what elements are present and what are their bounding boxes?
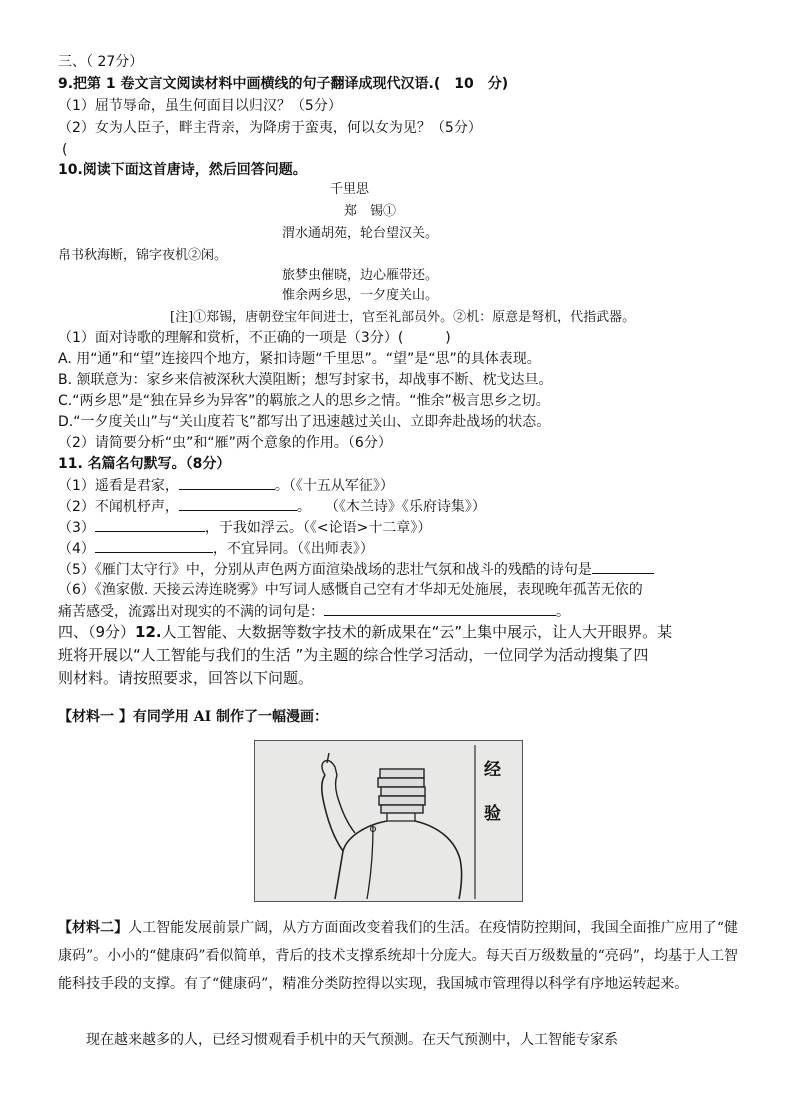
material-two-paragraph-1 — [58, 914, 738, 998]
recite-item-4 — [58, 538, 374, 559]
option-d: D.“一夕度关山”与“关山度若飞”都写出了迅速越过关山、立即奔赴战场的状态。 — [58, 414, 551, 430]
section-four-line-3: 则材料。请按照要求，回答以下问题。 — [58, 669, 314, 687]
poem-author: 郑 锡① — [344, 204, 397, 219]
cartoon-char-jing: 经 — [484, 760, 501, 780]
recite-item-4-prefix: （4） — [58, 541, 95, 557]
recite-item-6-line-1: （6）《渔家傲. 天接云涛连晓雾》中写词人感慨自己空有才华却无处施展，表现晚年孤苦无依的 — [58, 582, 643, 598]
recite-item-1-suffix: 。（《十五从军征》） — [274, 478, 394, 494]
recite-item-2-suffix: 。 （《木兰诗》《乐府诗集》） — [296, 499, 486, 515]
answer-blank-4[interactable] — [95, 538, 213, 553]
question-10-sub-1: （1）面对诗歌的理解和赏析，不正确的一项是（3分）( ) — [58, 330, 451, 346]
question-9-stem: 9.把第 1 卷文言文阅读材料中画横线的句子翻译成现代汉语.( 10 分) — [58, 76, 509, 92]
question-12-intro: 人工智能、大数据等数字技术的新成果在“云”上集中展示，让人大开眼界。某 — [161, 623, 673, 641]
poem-line-3: 旅梦虫催晓，边心雁带还。 — [282, 268, 439, 283]
section-four-line-2: 班将开展以“人工智能与我们的生活 ”为主题的综合性学习活动，一位同学为活动搜集了四 — [58, 646, 649, 664]
recite-item-6-prefix: 痛苦感受，流露出对现实的不满的词句是： — [58, 604, 324, 620]
poem-line-2: 帛书秋海断，锦字夜机②闲。 — [58, 248, 228, 263]
section-four-line-1 — [58, 622, 672, 642]
material-two-paragraph-2: 现在越来越多的人，已经习惯观看手机中的天气预测。在天气预测中，人工智能专家系 — [86, 1032, 618, 1048]
cartoon-char-yan: 验 — [484, 804, 501, 824]
recite-item-3-prefix: （3） — [58, 520, 95, 536]
recite-item-6-line-2 — [58, 601, 570, 622]
cartoon-drawing — [255, 741, 523, 902]
material-two-text-1: 人工智能发展前景广阔，从方方面面改变着我们的生活。在疫情防控期间，我国全面推广应用了“健康码”。小小的“健康码”看似简单，背后的技术支撑系统却十分庞大。每天百万级数量的“亮码”，均基于人工智能科技手段的支撑。有了“健康码”，精准分类防控得以实现，我国城市管理得以科学有序地运转起来。 — [58, 920, 739, 992]
recite-item-2-prefix: （2）不闻机杼声， — [58, 499, 179, 515]
material-one-label: 【材料一 】 — [58, 709, 133, 725]
recite-item-3-suffix: ，于我如浮云。（《<论语>十二章》） — [204, 520, 432, 536]
answer-blank-3[interactable] — [95, 517, 205, 532]
answer-blank-2[interactable] — [179, 496, 297, 511]
poem-title: 千里思 — [330, 182, 370, 197]
recite-item-4-suffix: ，不宜异同。（《出师表》） — [212, 541, 374, 557]
option-a: A. 用“通”和“望”连接四个地方，紧扣诗题“千里思”。“望”是“思”的具体表现。 — [58, 351, 541, 367]
answer-blank-5[interactable] — [592, 559, 654, 574]
recite-item-6-suffix: 。 — [556, 604, 570, 620]
question-10-stem: 10.阅读下面这首唐诗，然后回答问题。 — [58, 162, 307, 178]
recite-item-1 — [58, 475, 394, 496]
question-11-stem: 11. 名篇名句默写。（8分） — [58, 456, 231, 472]
material-one-caption — [58, 707, 328, 727]
option-c: C.“两乡思”是“独在异乡为异客”的羁旅之人的思乡之情。“惟余”极言思乡之切。 — [58, 393, 550, 409]
recite-item-3 — [58, 517, 431, 538]
section-three-header: 三、（ 27分） — [58, 54, 144, 70]
answer-blank-1[interactable] — [179, 475, 275, 490]
question-9-sub-3: ( — [62, 142, 68, 158]
option-b: B. 颔联意为：家乡来信被深秋大漠阻断；想写封家书，却战事不断、枕戈达旦。 — [58, 372, 553, 388]
answer-blank-6[interactable] — [324, 601, 556, 616]
poem-note: [注]①郑锡，唐朝登宝年间进士，官至礼部员外。②机：原意是弩机，代指武器。 — [170, 310, 636, 325]
recite-item-5-text: （5）《雁门太守行》中，分别从声色两方面渲染战场的悲壮气氛和战斗的残酷的诗句是 — [58, 562, 592, 578]
ai-cartoon-image — [254, 740, 523, 902]
question-10-sub-2: （2）请简要分析“虫”和“雁”两个意象的作用。（6分） — [58, 435, 392, 451]
poem-line-4: 惟余两乡思，一夕度关山。 — [282, 288, 439, 303]
recite-item-5 — [58, 559, 654, 580]
section-four-header: 四、（9分） — [58, 623, 136, 641]
recite-item-2 — [58, 496, 486, 517]
question-9-sub-1: （1）屈节辱命，虽生何面目以归汉？（5分） — [58, 98, 342, 114]
material-two-label: 【材料二】 — [58, 920, 129, 936]
question-12-number: 12. — [135, 623, 162, 641]
question-9-sub-2: （2）女为人臣子，畔主背亲，为降虏于蛮夷，何以女为见？（5分） — [58, 120, 482, 136]
recite-item-1-prefix: （1）遥看是君家， — [58, 478, 179, 494]
material-one-text: 有同学用 AI 制作了一幅漫画： — [132, 709, 329, 725]
poem-line-1: 渭水通胡苑，轮台望汉关。 — [282, 226, 439, 241]
